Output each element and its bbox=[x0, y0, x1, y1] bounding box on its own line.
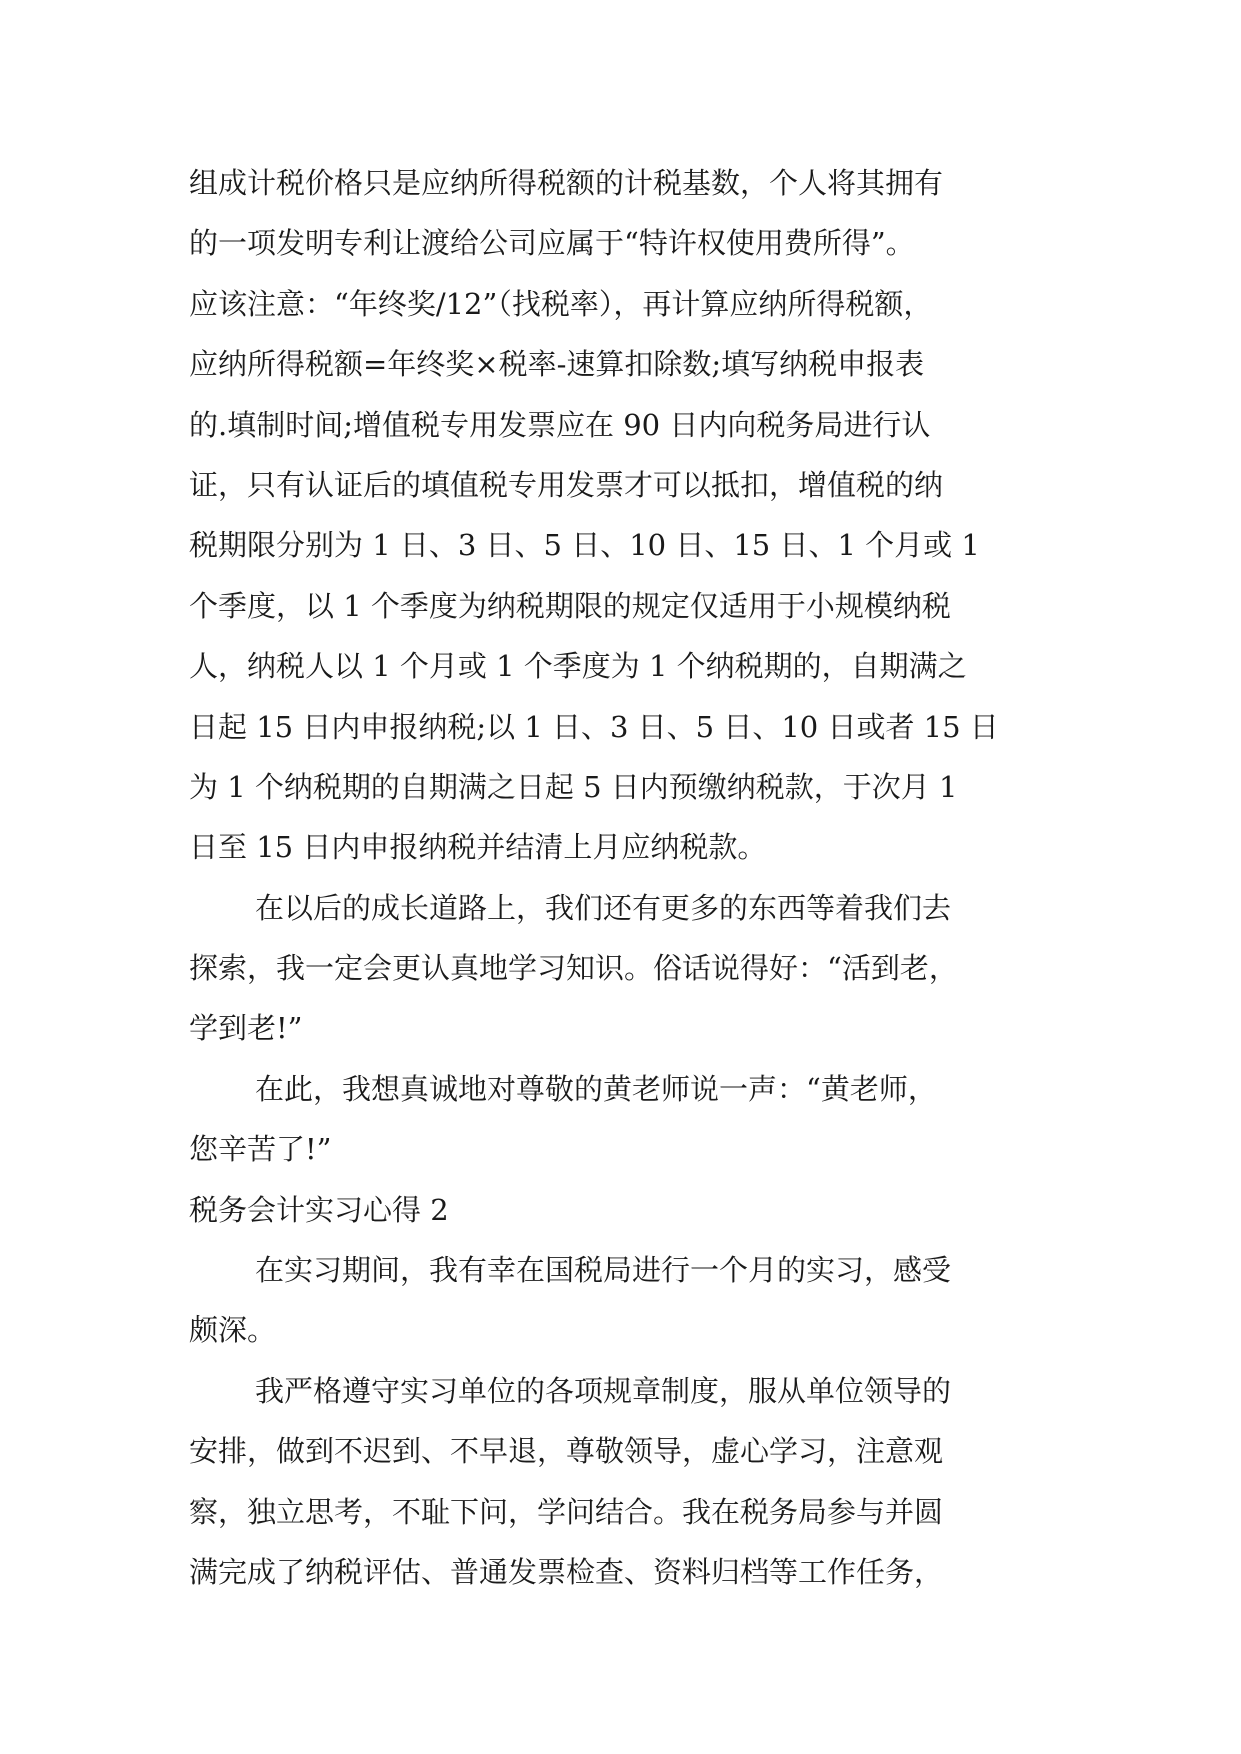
text-line: 颇深。 bbox=[189, 1313, 277, 1348]
document-body bbox=[189, 153, 1079, 1602]
paragraph-discipline bbox=[189, 1361, 1079, 1603]
text-line: 税期限分别为 1 日、3 日、5 日、10 日、15 日、1 个月或 1 bbox=[189, 528, 980, 563]
text-line: 应该注意：“年终奖/12”（找税率），再计算应纳所得税额， bbox=[189, 286, 933, 321]
text-line: 探索，我一定会更认真地学习知识。俗话说得好：“活到老， bbox=[189, 951, 958, 986]
paragraph-internship bbox=[189, 1240, 1079, 1361]
text-line: 应纳所得税额=年终奖×税率-速算扣除数;填写纳税申报表 bbox=[189, 347, 925, 382]
text-line: 安排，做到不迟到、不早退，尊敬领导，虚心学习，注意观 bbox=[189, 1434, 944, 1469]
text-line: 在实习期间，我有幸在国税局进行一个月的实习，感受 bbox=[255, 1253, 952, 1288]
text-line: 个季度，以 1 个季度为纳税期限的规定仅适用于小规模纳税 bbox=[189, 588, 951, 623]
text-line: 在此，我想真诚地对尊敬的黄老师说一声：“黄老师， bbox=[255, 1071, 937, 1106]
text-line: 察，独立思考，不耻下问，学问结合。我在税务局参与并圆 bbox=[189, 1494, 944, 1529]
text-line: 在以后的成长道路上，我们还有更多的东西等着我们去 bbox=[255, 890, 952, 925]
paragraph-thanks bbox=[189, 1059, 1079, 1180]
text-line: 满完成了纳税评估、普通发票检查、资料归档等工作任务， bbox=[189, 1554, 944, 1589]
text-line: 日起 15 日内申报纳税;以 1 日、3 日、5 日、10 日或者 15 日 bbox=[189, 709, 999, 744]
text-line: 的.填制时间;增值税专用发票应在 90 日内向税务局进行认 bbox=[189, 407, 931, 442]
text-line: 人，纳税人以 1 个月或 1 个季度为 1 个纳税期的，自期满之 bbox=[189, 649, 967, 684]
text-line: 为 1 个纳税期的自期满之日起 5 日内预缴纳税款，于次月 1 bbox=[189, 769, 958, 804]
text-line: 您辛苦了!” bbox=[189, 1132, 332, 1167]
paragraph-growth bbox=[189, 878, 1079, 1059]
paragraph-tax-notes bbox=[189, 153, 1079, 878]
text-line: 我严格遵守实习单位的各项规章制度，服从单位领导的 bbox=[255, 1373, 952, 1408]
text-line: 证，只有认证后的填值税专用发票才可以抵扣，增值税的纳 bbox=[189, 467, 944, 502]
text-line: 组成计税价格只是应纳所得税额的计税基数，个人将其拥有 bbox=[189, 166, 944, 200]
text-line: 学到老!” bbox=[189, 1011, 303, 1046]
text-line: 日至 15 日内申报纳税并结清上月应纳税款。 bbox=[189, 830, 767, 865]
section-heading: 税务会计实习心得 2 bbox=[189, 1192, 449, 1227]
text-line: 的一项发明专利让渡给公司应属于“特许权使用费所得”。 bbox=[189, 226, 915, 261]
